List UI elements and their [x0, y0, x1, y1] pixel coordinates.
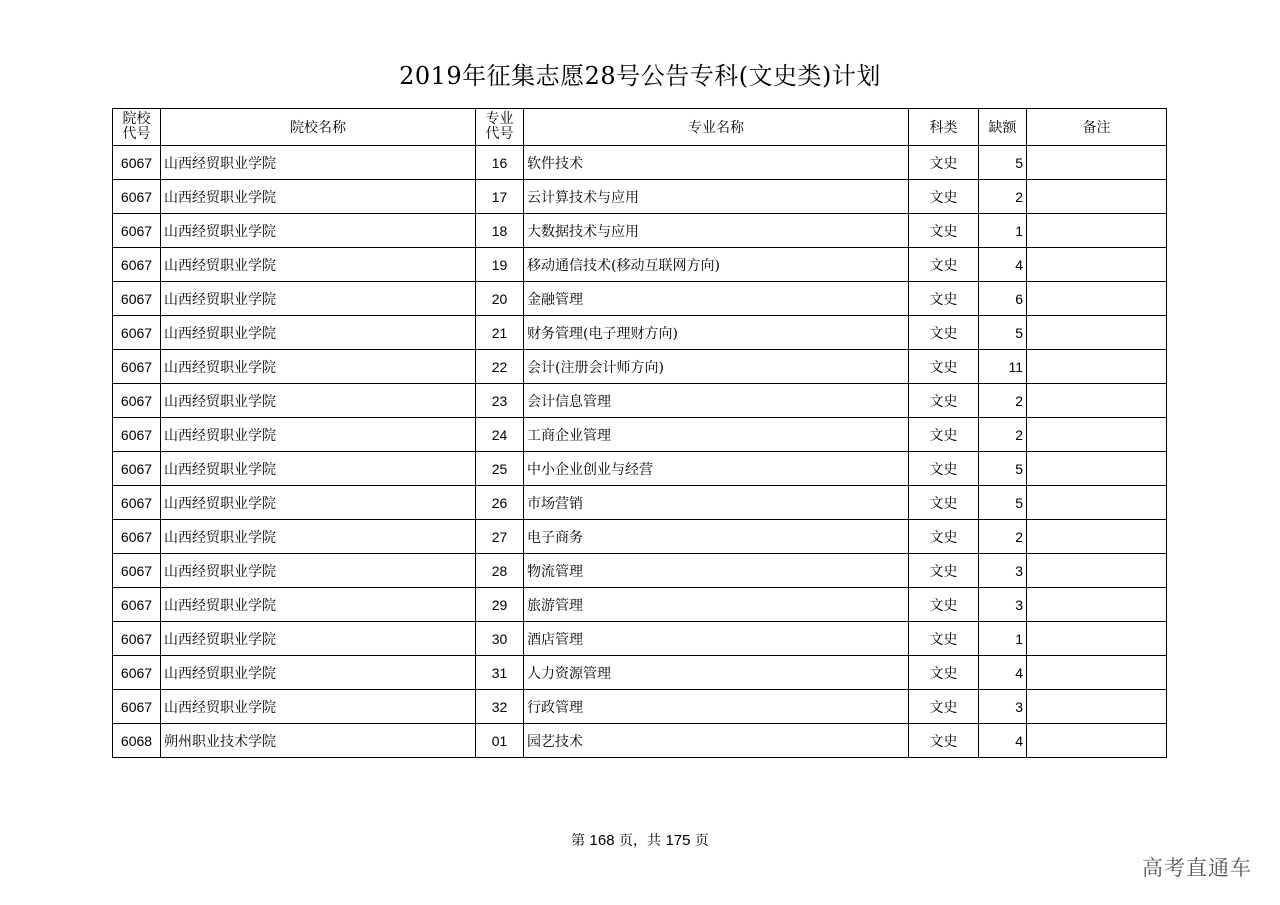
cell-school-code: 6068 — [113, 724, 161, 758]
cell-major-name: 云计算技术与应用 — [524, 180, 909, 214]
cell-quota: 3 — [979, 690, 1027, 724]
cell-quota: 3 — [979, 588, 1027, 622]
cell-major-code: 22 — [476, 350, 524, 384]
page-total: 175 — [665, 832, 691, 849]
watermark-text: 高考直通车 — [1142, 856, 1252, 880]
cell-remarks — [1027, 656, 1167, 690]
cell-remarks — [1027, 452, 1167, 486]
cell-major-name: 园艺技术 — [524, 724, 909, 758]
cell-school-code: 6067 — [113, 248, 161, 282]
cell-category: 文史 — [909, 486, 979, 520]
cell-school-code: 6067 — [113, 282, 161, 316]
cell-quota: 5 — [979, 146, 1027, 180]
cell-school-name: 山西经贸职业学院 — [161, 384, 476, 418]
table-row — [113, 248, 1167, 282]
table-row — [113, 656, 1167, 690]
cell-quota: 5 — [979, 452, 1027, 486]
table-row — [113, 724, 1167, 758]
cell-category: 文史 — [909, 248, 979, 282]
cell-remarks — [1027, 690, 1167, 724]
cell-remarks — [1027, 418, 1167, 452]
cell-school-code: 6067 — [113, 690, 161, 724]
cell-major-name: 中小企业创业与经营 — [524, 452, 909, 486]
cell-major-name: 大数据技术与应用 — [524, 214, 909, 248]
table-row — [113, 282, 1167, 316]
cell-category: 文史 — [909, 384, 979, 418]
cell-remarks — [1027, 486, 1167, 520]
cell-major-code: 25 — [476, 452, 524, 486]
table-row — [113, 554, 1167, 588]
cell-school-code: 6067 — [113, 350, 161, 384]
table-row — [113, 214, 1167, 248]
cell-quota: 2 — [979, 180, 1027, 214]
cell-quota: 4 — [979, 656, 1027, 690]
cell-remarks — [1027, 554, 1167, 588]
cell-school-name: 山西经贸职业学院 — [161, 690, 476, 724]
cell-major-name: 市场营销 — [524, 486, 909, 520]
cell-category: 文史 — [909, 316, 979, 350]
cell-major-code: 29 — [476, 588, 524, 622]
cell-category: 文史 — [909, 350, 979, 384]
cell-category: 文史 — [909, 282, 979, 316]
cell-category: 文史 — [909, 724, 979, 758]
cell-school-name: 山西经贸职业学院 — [161, 180, 476, 214]
cell-category: 文史 — [909, 656, 979, 690]
header-major-name: 专业名称 — [524, 109, 909, 146]
cell-school-name: 山西经贸职业学院 — [161, 282, 476, 316]
cell-major-name: 物流管理 — [524, 554, 909, 588]
cell-school-code: 6067 — [113, 486, 161, 520]
cell-remarks — [1027, 316, 1167, 350]
cell-major-name: 金融管理 — [524, 282, 909, 316]
header-major-code: 专业 代号 — [476, 109, 524, 146]
cell-school-name: 山西经贸职业学院 — [161, 350, 476, 384]
table-row — [113, 622, 1167, 656]
cell-major-code: 18 — [476, 214, 524, 248]
cell-remarks — [1027, 588, 1167, 622]
cell-major-code: 01 — [476, 724, 524, 758]
cell-school-name: 山西经贸职业学院 — [161, 248, 476, 282]
table-row — [113, 180, 1167, 214]
page-footer: 第 168 页，共 175 页 — [571, 832, 709, 849]
cell-school-name: 山西经贸职业学院 — [161, 146, 476, 180]
cell-major-name: 人力资源管理 — [524, 656, 909, 690]
cell-category: 文史 — [909, 452, 979, 486]
cell-school-code: 6067 — [113, 622, 161, 656]
header-category: 科类 — [909, 109, 979, 146]
cell-quota: 2 — [979, 384, 1027, 418]
cell-school-code: 6067 — [113, 656, 161, 690]
cell-major-code: 30 — [476, 622, 524, 656]
cell-major-name: 工商企业管理 — [524, 418, 909, 452]
cell-major-code: 17 — [476, 180, 524, 214]
table-body — [113, 146, 1167, 758]
page-number: 168 — [589, 832, 615, 849]
cell-major-name: 财务管理(电子理财方向) — [524, 316, 909, 350]
plan-table — [112, 108, 1167, 758]
cell-category: 文史 — [909, 146, 979, 180]
cell-quota: 4 — [979, 248, 1027, 282]
cell-major-code: 19 — [476, 248, 524, 282]
cell-major-name: 会计信息管理 — [524, 384, 909, 418]
cell-school-name: 山西经贸职业学院 — [161, 554, 476, 588]
cell-remarks — [1027, 146, 1167, 180]
cell-quota: 5 — [979, 316, 1027, 350]
cell-major-code: 28 — [476, 554, 524, 588]
cell-category: 文史 — [909, 622, 979, 656]
cell-major-code: 31 — [476, 656, 524, 690]
table-row — [113, 588, 1167, 622]
table-header-row — [113, 109, 1167, 146]
cell-remarks — [1027, 180, 1167, 214]
cell-quota: 1 — [979, 622, 1027, 656]
cell-school-code: 6067 — [113, 588, 161, 622]
cell-school-name: 山西经贸职业学院 — [161, 486, 476, 520]
cell-school-name: 山西经贸职业学院 — [161, 622, 476, 656]
cell-major-code: 16 — [476, 146, 524, 180]
table-row — [113, 316, 1167, 350]
cell-school-code: 6067 — [113, 452, 161, 486]
cell-quota: 1 — [979, 214, 1027, 248]
cell-major-code: 32 — [476, 690, 524, 724]
cell-category: 文史 — [909, 520, 979, 554]
cell-major-code: 21 — [476, 316, 524, 350]
cell-category: 文史 — [909, 690, 979, 724]
cell-remarks — [1027, 248, 1167, 282]
cell-category: 文史 — [909, 180, 979, 214]
cell-major-name: 旅游管理 — [524, 588, 909, 622]
cell-quota: 11 — [979, 350, 1027, 384]
cell-remarks — [1027, 214, 1167, 248]
table-row — [113, 690, 1167, 724]
cell-major-code: 26 — [476, 486, 524, 520]
cell-category: 文史 — [909, 588, 979, 622]
header-remarks: 备注 — [1027, 109, 1167, 146]
cell-major-name: 移动通信技术(移动互联网方向) — [524, 248, 909, 282]
cell-quota: 4 — [979, 724, 1027, 758]
cell-school-name: 山西经贸职业学院 — [161, 418, 476, 452]
cell-remarks — [1027, 282, 1167, 316]
cell-category: 文史 — [909, 418, 979, 452]
cell-school-code: 6067 — [113, 180, 161, 214]
table-row — [113, 350, 1167, 384]
cell-school-code: 6067 — [113, 214, 161, 248]
cell-school-code: 6067 — [113, 418, 161, 452]
cell-remarks — [1027, 520, 1167, 554]
cell-major-code: 24 — [476, 418, 524, 452]
cell-quota: 5 — [979, 486, 1027, 520]
cell-school-name: 山西经贸职业学院 — [161, 316, 476, 350]
table-row — [113, 146, 1167, 180]
table-row — [113, 384, 1167, 418]
cell-school-name: 山西经贸职业学院 — [161, 214, 476, 248]
cell-quota: 2 — [979, 418, 1027, 452]
cell-major-code: 23 — [476, 384, 524, 418]
cell-category: 文史 — [909, 554, 979, 588]
header-school-name: 院校名称 — [161, 109, 476, 146]
cell-school-name: 山西经贸职业学院 — [161, 588, 476, 622]
cell-school-code: 6067 — [113, 384, 161, 418]
cell-major-name: 电子商务 — [524, 520, 909, 554]
header-school-code: 院校 代号 — [113, 109, 161, 146]
header-quota: 缺额 — [979, 109, 1027, 146]
cell-school-name: 山西经贸职业学院 — [161, 520, 476, 554]
cell-school-code: 6067 — [113, 520, 161, 554]
cell-major-name: 会计(注册会计师方向) — [524, 350, 909, 384]
cell-school-code: 6067 — [113, 554, 161, 588]
cell-major-code: 27 — [476, 520, 524, 554]
cell-major-code: 20 — [476, 282, 524, 316]
cell-quota: 2 — [979, 520, 1027, 554]
cell-remarks — [1027, 350, 1167, 384]
cell-major-name: 软件技术 — [524, 146, 909, 180]
cell-school-name: 山西经贸职业学院 — [161, 452, 476, 486]
cell-remarks — [1027, 724, 1167, 758]
table-row — [113, 520, 1167, 554]
cell-quota: 6 — [979, 282, 1027, 316]
cell-quota: 3 — [979, 554, 1027, 588]
cell-school-name: 朔州职业技术学院 — [161, 724, 476, 758]
table-row — [113, 486, 1167, 520]
page-title: 2019年征集志愿28号公告专科(文史类)计划 — [399, 62, 881, 90]
table-row — [113, 418, 1167, 452]
cell-remarks — [1027, 384, 1167, 418]
cell-school-code: 6067 — [113, 146, 161, 180]
cell-major-name: 酒店管理 — [524, 622, 909, 656]
cell-remarks — [1027, 622, 1167, 656]
cell-school-code: 6067 — [113, 316, 161, 350]
cell-category: 文史 — [909, 214, 979, 248]
cell-school-name: 山西经贸职业学院 — [161, 656, 476, 690]
table-row — [113, 452, 1167, 486]
cell-major-name: 行政管理 — [524, 690, 909, 724]
